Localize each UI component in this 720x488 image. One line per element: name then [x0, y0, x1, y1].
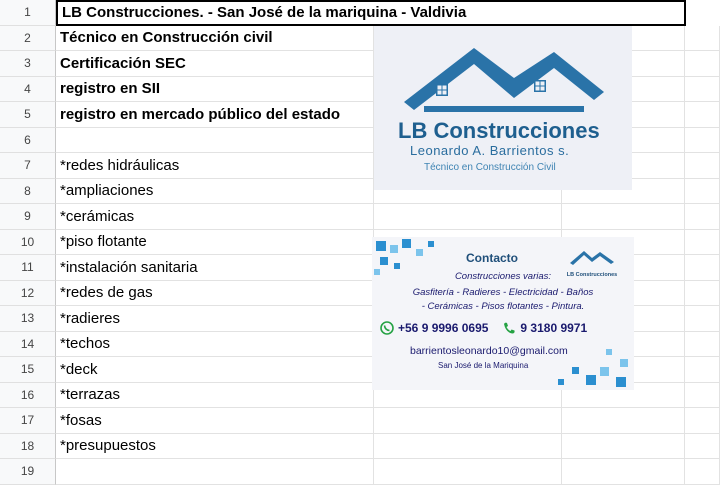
cell-d[interactable] [685, 434, 720, 460]
cell-d[interactable] [685, 51, 720, 77]
cell-c[interactable] [562, 408, 685, 434]
cell-a[interactable]: *presupuestos [56, 434, 374, 460]
phones [380, 321, 587, 335]
cell-d[interactable] [685, 383, 720, 409]
contact-email: barrientosleonardo10@gmail.com [410, 345, 568, 357]
cell-d[interactable] [685, 255, 720, 281]
row-header[interactable]: 16 [0, 383, 56, 409]
cell-a[interactable]: Técnico en Construcción civil [56, 26, 374, 52]
call-number: 9 3180 9971 [520, 321, 588, 335]
cell-a[interactable] [56, 459, 374, 485]
cell-d[interactable] [685, 26, 720, 52]
cell-a[interactable]: *instalación sanitaria [56, 255, 374, 281]
contact-heading: Contacto [466, 251, 518, 265]
row-header[interactable]: 13 [0, 306, 56, 332]
business-card-image [374, 26, 632, 190]
services-line-2: - Cerámicas - Pisos flotantes - Pintura. [421, 301, 585, 312]
row-header[interactable]: 4 [0, 77, 56, 103]
cell-d[interactable] [685, 332, 720, 358]
cell-a[interactable]: *radieres [56, 306, 374, 332]
row-header[interactable]: 3 [0, 51, 56, 77]
services-line-1: Gasfitería - Radieres - Electricidad - Baños [412, 287, 594, 298]
cell-d[interactable] [685, 459, 720, 485]
card-brand-name: LB Construcciones [398, 118, 600, 143]
row-header[interactable]: 9 [0, 204, 56, 230]
cell-a[interactable]: *ampliaciones [56, 179, 374, 205]
contact-city: San José de la Mariquina [438, 361, 529, 370]
cell-a[interactable]: *cerámicas [56, 204, 374, 230]
cell-a[interactable]: *redes hidráulicas [56, 153, 374, 179]
cell-c[interactable] [562, 204, 685, 230]
cell-d[interactable] [685, 128, 720, 154]
house-roof-logo-icon [404, 40, 604, 120]
cell-d[interactable] [685, 153, 720, 179]
row-header[interactable]: 18 [0, 434, 56, 460]
cell-a[interactable]: LB Construcciones. - San José de la mariquina - Valdivia [56, 0, 686, 26]
cell-d[interactable] [685, 408, 720, 434]
row-header[interactable]: 19 [0, 459, 56, 485]
cell-a[interactable]: *deck [56, 357, 374, 383]
row-header[interactable]: 12 [0, 281, 56, 307]
cell-b[interactable] [374, 434, 562, 460]
cell-a[interactable]: *piso flotante [56, 230, 374, 256]
cell-c[interactable] [562, 459, 685, 485]
row-header[interactable]: 15 [0, 357, 56, 383]
cell-d[interactable] [685, 102, 720, 128]
card-owner-title: Técnico en Construcción Civil [424, 162, 556, 173]
cell-b[interactable] [374, 459, 562, 485]
contact-card-image [372, 237, 634, 390]
cell-d[interactable] [685, 77, 720, 103]
whatsapp-icon [380, 321, 394, 335]
row-header[interactable]: 5 [0, 102, 56, 128]
cell-c[interactable] [562, 434, 685, 460]
row-header[interactable]: 1 [0, 0, 56, 26]
phone-icon [502, 321, 516, 335]
mini-brand: LB Construcciones [566, 272, 618, 278]
row-header[interactable]: 11 [0, 255, 56, 281]
cell-a[interactable]: *redes de gas [56, 281, 374, 307]
row-header[interactable]: 7 [0, 153, 56, 179]
cell-a[interactable]: registro en mercado público del estado [56, 102, 374, 128]
cell-d[interactable] [685, 230, 720, 256]
cell-b[interactable] [374, 204, 562, 230]
cell-a[interactable]: Certificación SEC [56, 51, 374, 77]
cell-d[interactable] [685, 306, 720, 332]
cell-d[interactable] [685, 179, 720, 205]
row-header[interactable]: 2 [0, 26, 56, 52]
row-header[interactable]: 14 [0, 332, 56, 358]
cell-a[interactable]: *techos [56, 332, 374, 358]
cell-d[interactable] [685, 204, 720, 230]
cell-a[interactable]: *fosas [56, 408, 374, 434]
cell-d[interactable] [685, 357, 720, 383]
cell-d[interactable] [685, 281, 720, 307]
services-title: Construcciones varias: [454, 271, 552, 282]
cell-a[interactable]: *terrazas [56, 383, 374, 409]
card-owner-name: Leonardo A. Barrientos s. [410, 143, 570, 158]
cell-a[interactable]: registro en SII [56, 77, 374, 103]
row-header[interactable]: 10 [0, 230, 56, 256]
cell-a[interactable] [56, 128, 374, 154]
row-header[interactable]: 17 [0, 408, 56, 434]
whatsapp-number: +56 9 9996 0695 [398, 321, 489, 335]
row-header[interactable]: 6 [0, 128, 56, 154]
row-header[interactable]: 8 [0, 179, 56, 205]
house-roof-mini-icon [570, 249, 614, 267]
cell-b[interactable] [374, 408, 562, 434]
